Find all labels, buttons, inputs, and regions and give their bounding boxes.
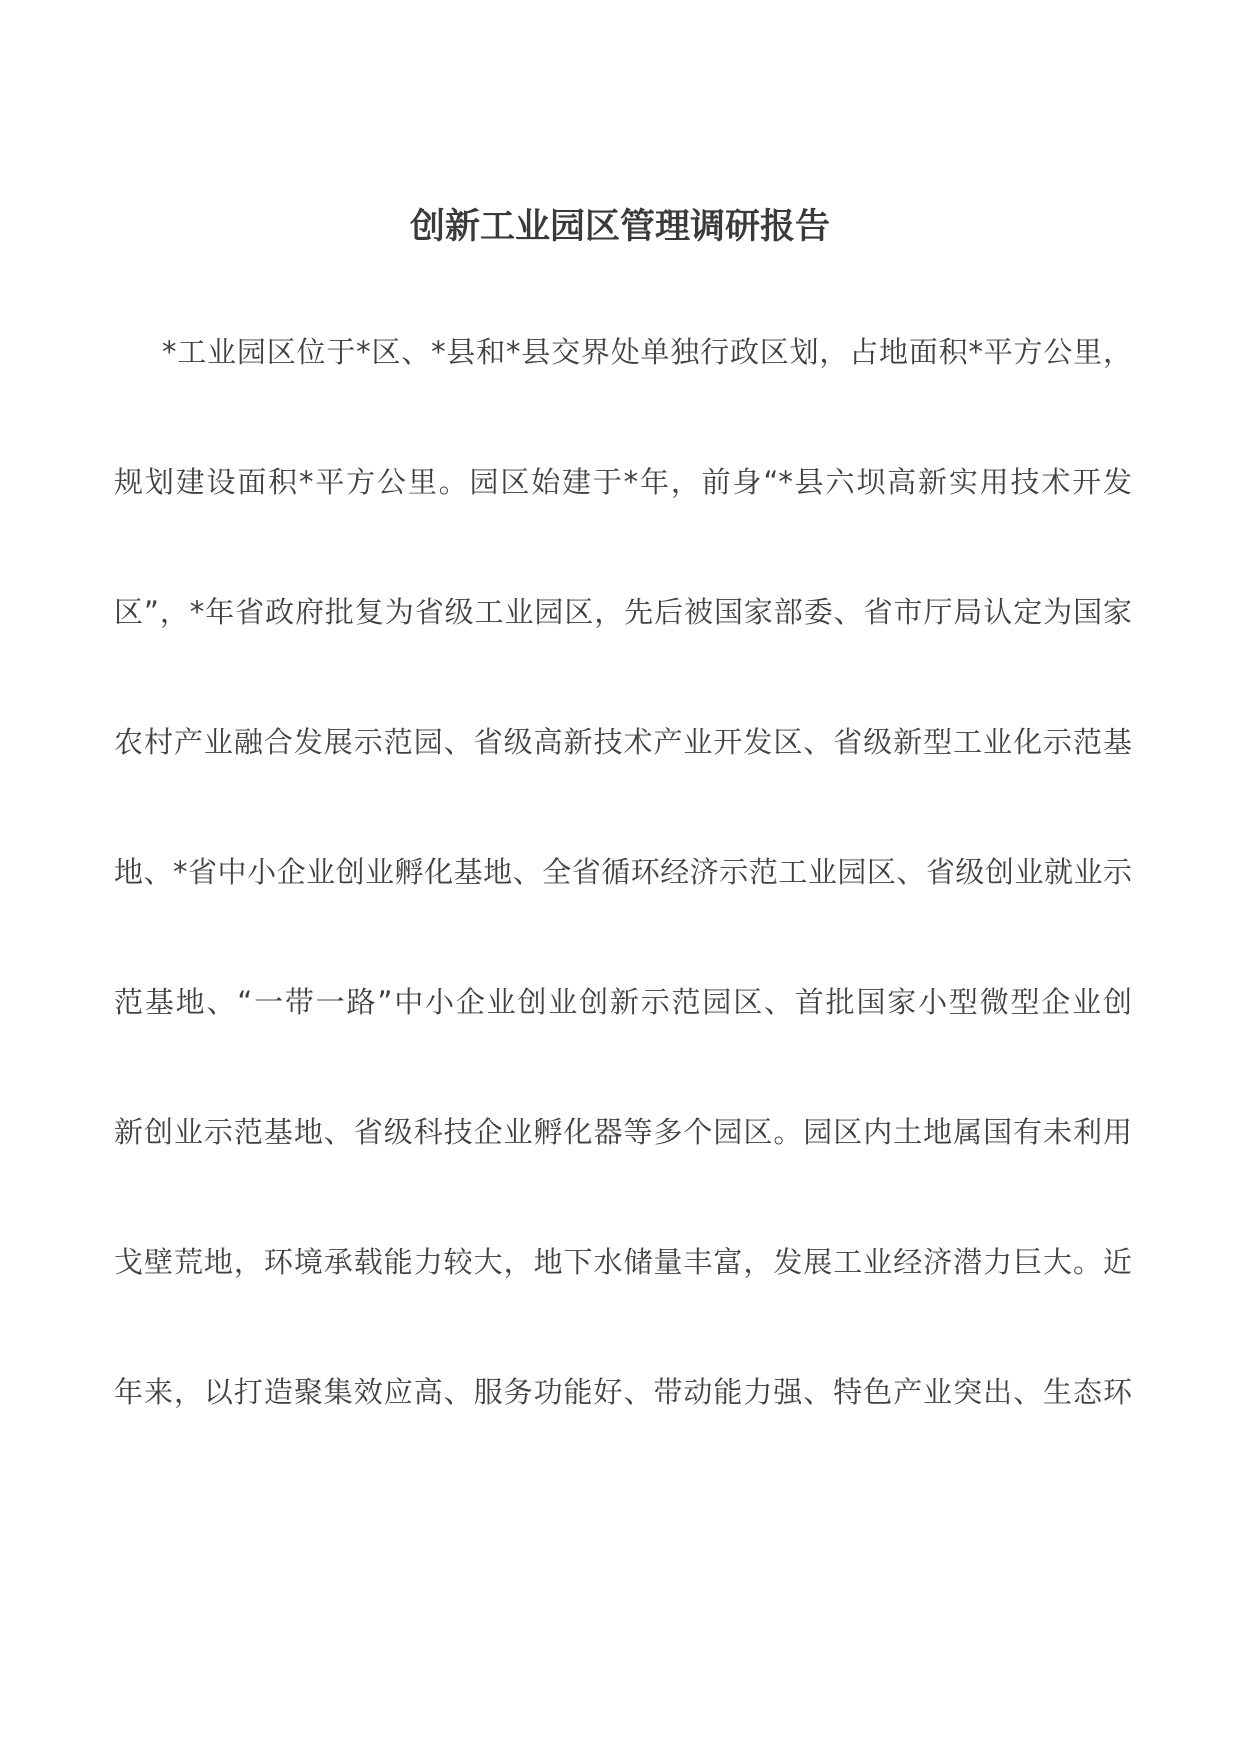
paragraph-line: 区”，*年省政府批复为省级工业园区，先后被国家部委、省市厅局认定为国家 [114, 595, 1132, 629]
paragraph-line: *工业园区位于*区、*县和*县交界处单独行政区划，占地面积*平方公里， [162, 335, 1132, 369]
document-title: 创新工业园区管理调研报告 [409, 207, 830, 247]
paragraph-line: 新创业示范基地、省级科技企业孵化器等多个园区。园区内土地属国有未利用 [114, 1115, 1132, 1149]
paragraph-line: 年来，以打造聚集效应高、服务功能好、带动能力强、特色产业突出、生态环 [114, 1375, 1132, 1409]
paragraph-line: 地、*省中小企业创业孵化基地、全省循环经济示范工业园区、省级创业就业示 [114, 855, 1132, 889]
paragraph-line: 范基地、“一带一路”中小企业创业创新示范园区、首批国家小型微型企业创 [114, 985, 1132, 1019]
paragraph-line: 戈壁荒地，环境承载能力较大，地下水储量丰富，发展工业经济潜力巨大。近 [114, 1245, 1132, 1279]
paragraph-line: 规划建设面积*平方公里。园区始建于*年，前身“*县六坝高新实用技术开发 [114, 465, 1132, 499]
paragraph-line: 农村产业融合发展示范园、省级高新技术产业开发区、省级新型工业化示范基 [114, 725, 1132, 759]
